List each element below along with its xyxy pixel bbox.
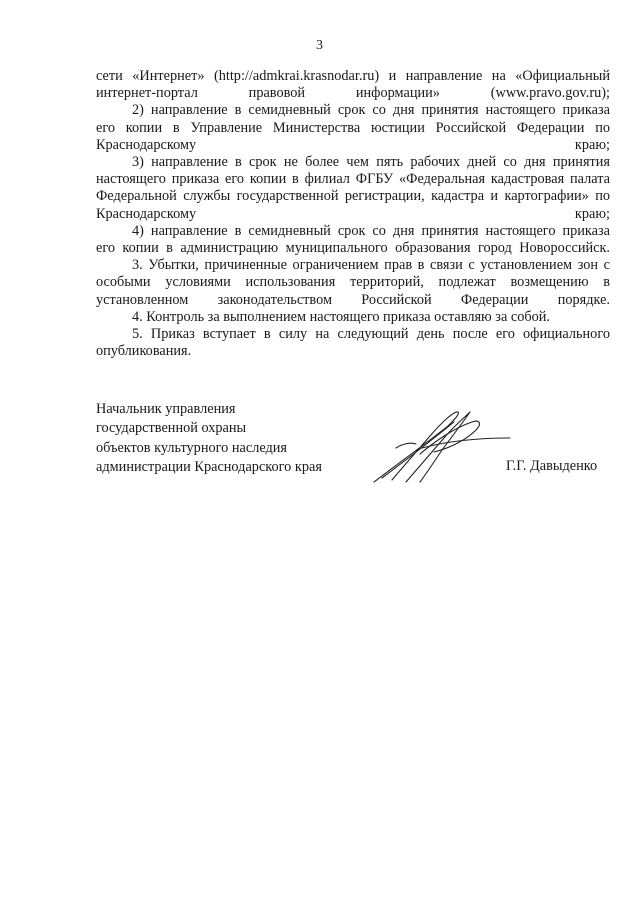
text-line: особыми условиями использования территорий, подлежат возмещению в bbox=[96, 274, 610, 291]
paragraph-section-3 bbox=[96, 257, 610, 309]
paragraph-item-2 bbox=[96, 102, 610, 154]
position-line: объектов культурного наследия bbox=[96, 439, 287, 456]
text-line: настоящего приказа его копии в филиал ФГБУ «Федеральная кадастровая палата bbox=[96, 171, 610, 188]
text-line: Краснодарскому краю; bbox=[96, 136, 610, 153]
position-line: администрации Краснодарского края bbox=[96, 458, 322, 475]
text-line: опубликования. bbox=[96, 343, 192, 360]
signatory-position bbox=[96, 400, 322, 477]
text-line: 4. Контроль за выполнением настоящего приказа оставляю за собой. bbox=[132, 308, 551, 325]
text-line: 3) направление в срок не более чем пять рабочих дней со дня принятия bbox=[132, 154, 610, 171]
paragraph-item-3 bbox=[96, 154, 610, 223]
paragraph-section-5 bbox=[96, 326, 610, 360]
text-line: сети «Интернет» (http://admkrai.krasnodar.ru) и направление на «Официальный bbox=[96, 68, 610, 84]
text-line: 4) направление в семидневный срок со дня принятия настоящего приказа bbox=[132, 222, 610, 239]
text-line: установленном законодательством Российской Федерации порядке. bbox=[96, 291, 610, 308]
position-line: государственной охраны bbox=[96, 420, 247, 437]
text-line: Краснодарскому краю; bbox=[96, 205, 610, 222]
page-number: 3 bbox=[316, 38, 323, 53]
signature-block bbox=[96, 400, 616, 500]
handwritten-signature bbox=[362, 408, 512, 488]
text-line: 3. Убытки, причиненные ограничением прав в связи с установлением зон с bbox=[132, 257, 610, 274]
paragraph-section-4 bbox=[96, 309, 610, 326]
signatory-name: Г.Г. Давыденко bbox=[506, 458, 598, 474]
text-line: 2) направление в семидневный срок со дня принятия настоящего приказа bbox=[132, 102, 610, 119]
text-line: его копии в Управление Министерства юстиции Российской Федерации по bbox=[96, 119, 610, 136]
text-line: 5. Приказ вступает в силу на следующий день после его официального bbox=[132, 326, 610, 343]
text-line: его копии в администрацию муниципального образования город Новороссийск. bbox=[96, 240, 610, 257]
paragraph-item-4 bbox=[96, 223, 610, 257]
position-line: Начальник управления bbox=[96, 401, 236, 417]
document-body bbox=[96, 68, 610, 360]
text-line: интернет-портал правовой информации» (www.pravo.gov.ru); bbox=[96, 85, 610, 102]
paragraph-continuation bbox=[96, 68, 610, 102]
text-line: Федеральной службы государственной регистрации, кадастра и картографии» по bbox=[96, 188, 610, 205]
